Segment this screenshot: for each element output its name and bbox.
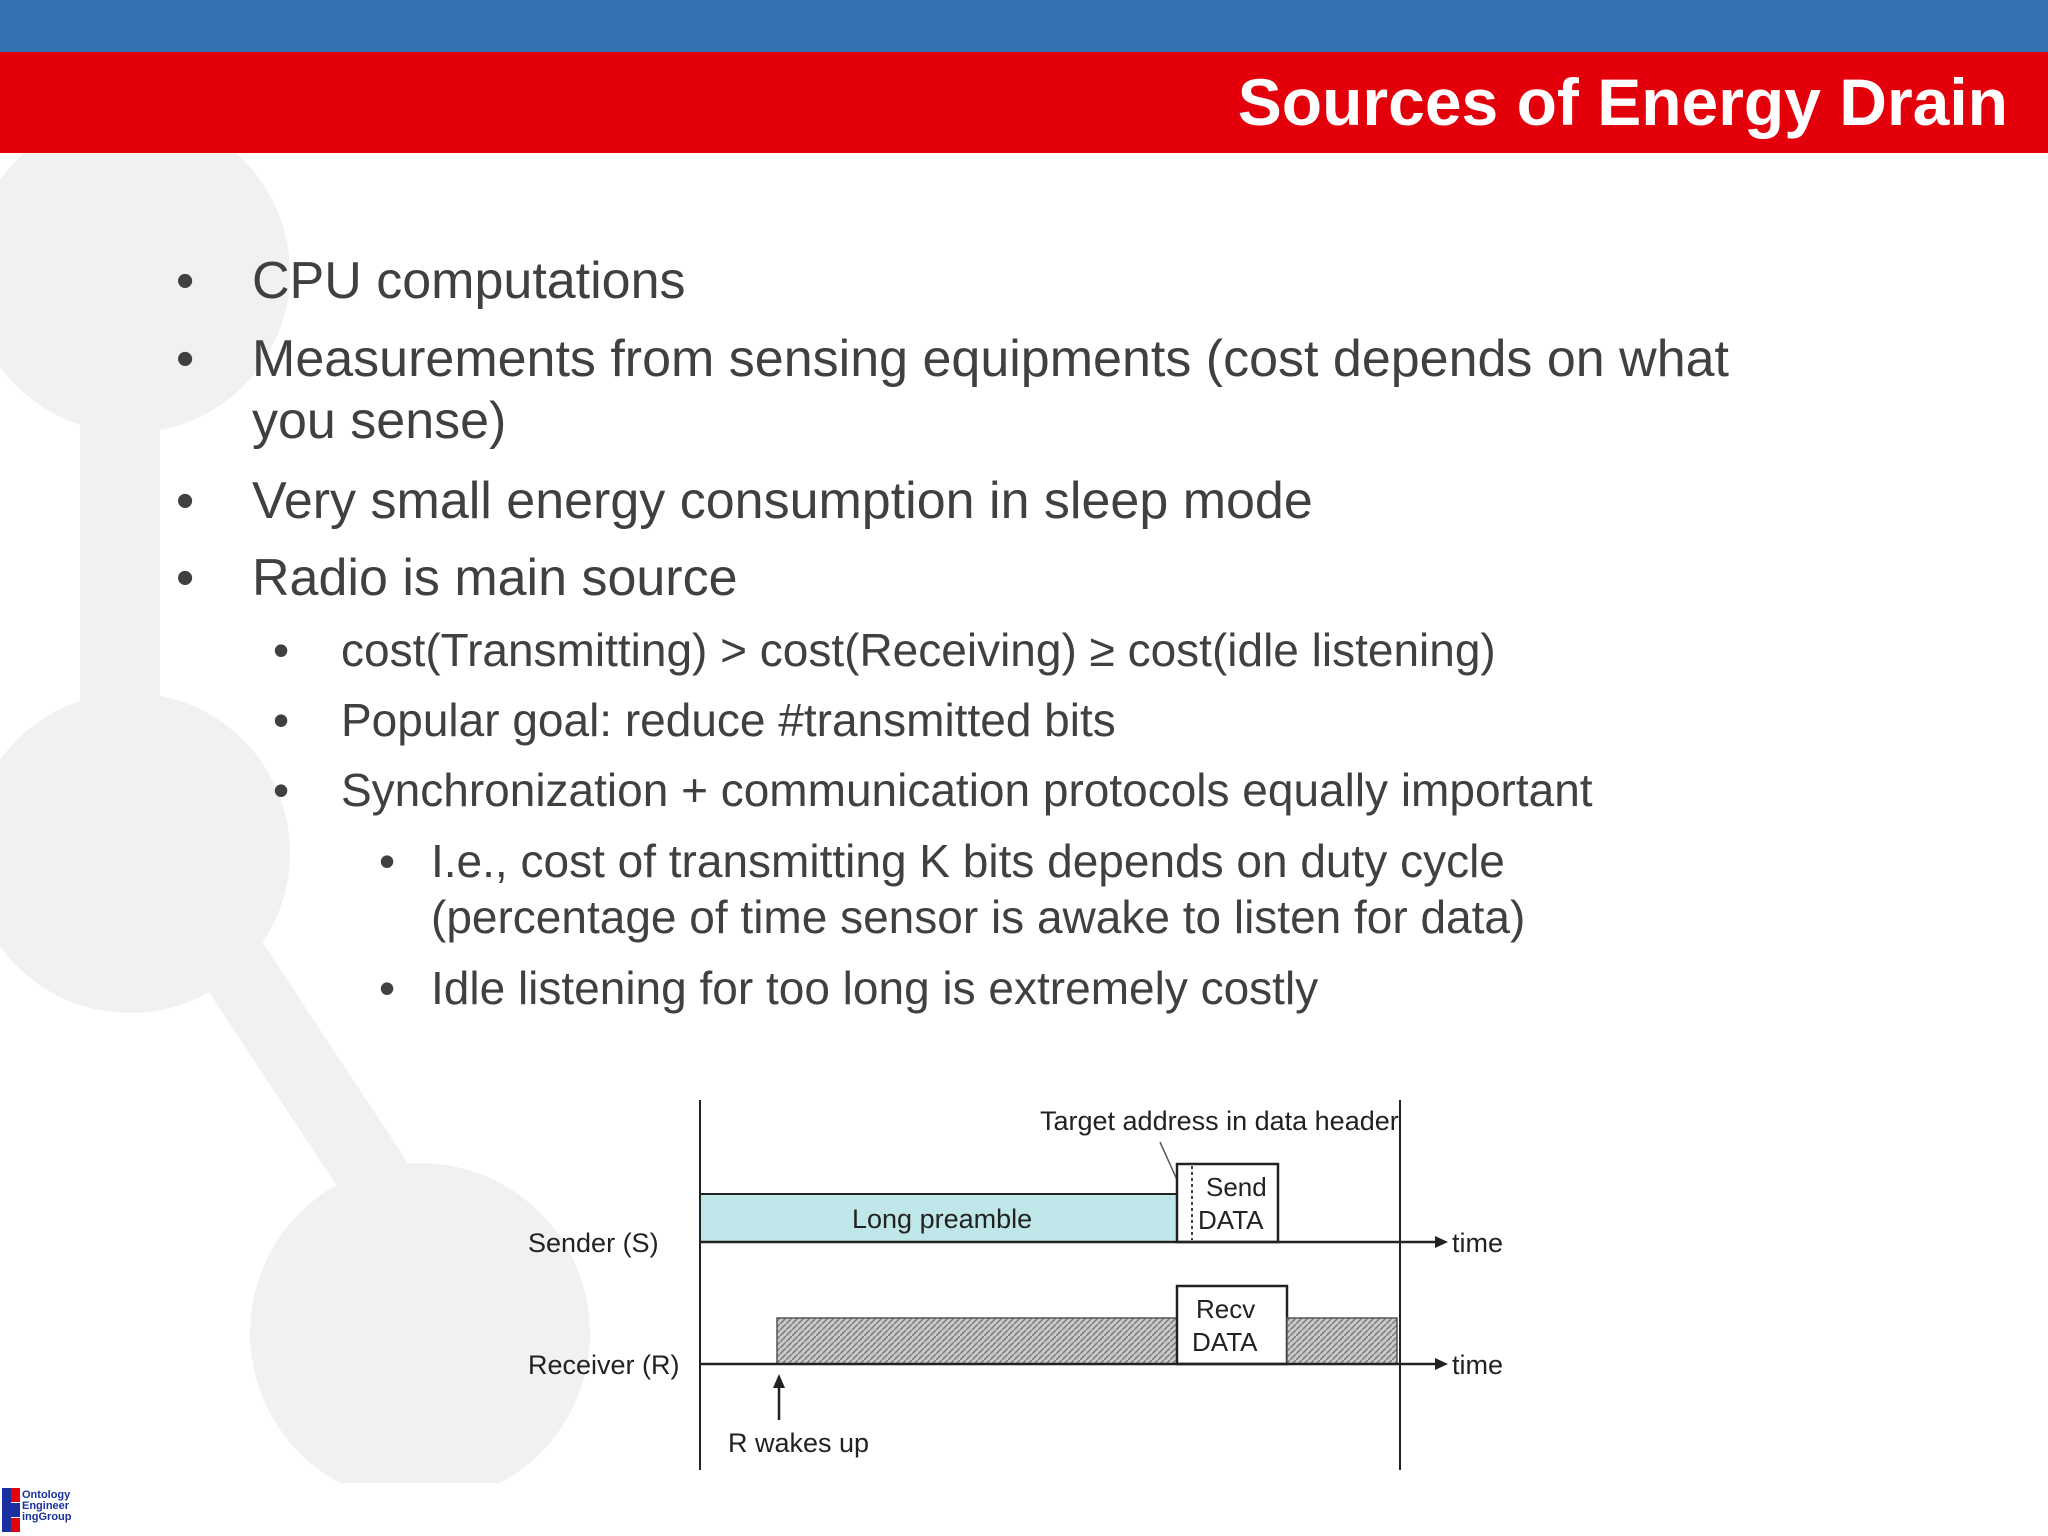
send-data-label-line2: DATA (1198, 1205, 1264, 1235)
bullet-item (176, 250, 686, 312)
bullet-marker: • (176, 549, 195, 607)
logo-text (22, 1490, 72, 1523)
receiver-time-arrowhead (1435, 1358, 1448, 1370)
sub-bullet-item (273, 692, 1116, 748)
bullet-text-continued: (percentage of time sensor is awake to listen for data) (431, 891, 1526, 943)
sub-bullet-item (273, 622, 1496, 678)
sub-sub-bullet-item (379, 960, 1319, 1016)
bullet-marker: • (273, 624, 290, 676)
receiver-idle-listening-after (1287, 1318, 1397, 1364)
bullet-marker: • (176, 330, 195, 388)
bullet-text: Very small energy consumption in sleep mode (252, 472, 1313, 530)
receiver-idle-listening-before (777, 1318, 1177, 1364)
bullet-text-continued: you sense) (252, 392, 507, 450)
preamble-timing-diagram (510, 1090, 1510, 1480)
bullet-marker: • (379, 835, 396, 887)
logo-line-3: ingGroup (22, 1511, 72, 1523)
logo-line-2: Engineer (22, 1500, 70, 1512)
bullet-marker: • (176, 252, 195, 310)
bullet-text: Measurements from sensing equipments (cost depends on what (252, 330, 1729, 388)
top-bar (0, 0, 2048, 52)
send-data-label-line1: Send (1206, 1172, 1267, 1202)
bullet-text: CPU computations (252, 252, 686, 310)
target-address-pointer (1160, 1142, 1178, 1182)
long-preamble-label: Long preamble (852, 1204, 1033, 1234)
bullet-marker: • (273, 764, 290, 816)
bullet-text: I.e., cost of transmitting K bits depends on duty cycle (431, 835, 1505, 887)
bullet-marker: • (273, 694, 290, 746)
bullet-text: Radio is main source (252, 549, 738, 607)
sub-sub-bullet-item (379, 833, 1526, 945)
slide-title: Sources of Energy Drain (1237, 65, 2008, 139)
bullet-marker: • (379, 962, 396, 1014)
sub-bullet-item (273, 762, 1593, 818)
bullet-text: cost(Transmitting) > cost(Receiving) ≥ cost(idle listening) (341, 624, 1496, 676)
sender-label: Sender (S) (528, 1228, 659, 1258)
bullet-item (176, 328, 1729, 452)
bullet-text: Idle listening for too long is extremely costly (431, 962, 1319, 1014)
ontology-engineering-group-logo (2, 1488, 70, 1534)
bullet-item (176, 547, 738, 609)
recv-data-label-line1: Recv (1196, 1294, 1256, 1324)
sender-time-arrowhead (1435, 1236, 1448, 1248)
recv-data-label-line2: DATA (1192, 1327, 1258, 1357)
wake-up-arrowhead (773, 1374, 785, 1388)
sender-time-label: time (1452, 1228, 1504, 1258)
bullet-text: Popular goal: reduce #transmitted bits (341, 694, 1116, 746)
logo-mark (2, 1488, 20, 1532)
target-address-label: Target address in data header (1040, 1106, 1399, 1136)
receiver-label: Receiver (R) (528, 1350, 680, 1380)
bullet-text: Synchronization + communication protocols equally important (341, 764, 1593, 816)
wake-up-label: R wakes up (728, 1428, 870, 1458)
logo-line-1: Ontology (22, 1489, 71, 1501)
receiver-time-label: time (1452, 1350, 1504, 1380)
bullet-marker: • (176, 472, 195, 530)
bullet-item (176, 470, 1313, 532)
